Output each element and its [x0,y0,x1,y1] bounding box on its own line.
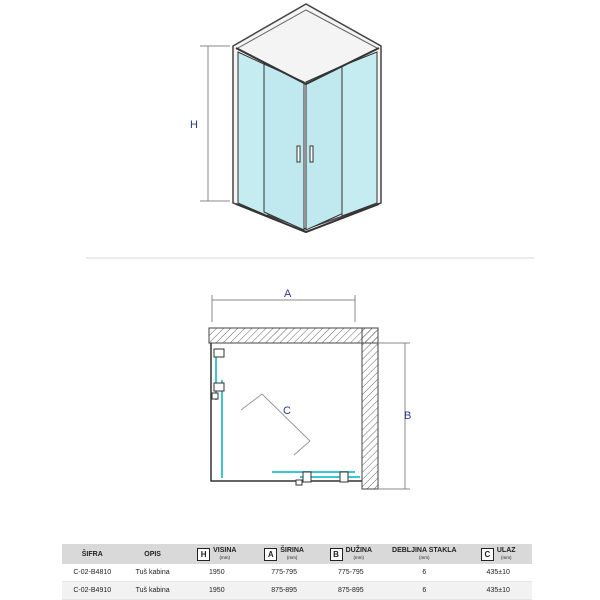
width-a-label: A [284,288,292,300]
bottom-roller [296,480,302,485]
col-header-visina [183,544,251,564]
cell-duzina: 775-795 [317,564,384,582]
glass-panel-right-fixed [342,52,377,216]
col-header-duzina [317,544,384,564]
specification-table [62,544,532,600]
side-wall-hatched [362,328,378,489]
cell-visina: 1950 [183,582,251,600]
col-unit: (mm) [419,555,430,560]
cell-ulaz: 435±10 [464,564,532,582]
enclosure-plan-view [209,288,411,489]
b-badge-icon: B [330,548,343,561]
cell-debljina: 6 [384,582,464,600]
a-badge-icon: A [264,548,277,561]
cell-opis: Tuš kabina [123,564,183,582]
door-handle-right [310,146,313,162]
door-handle-left [297,146,300,162]
col-unit: (mm) [219,555,231,560]
bottom-hinge-right [340,472,348,482]
col-label: ŠIFRA [81,550,103,558]
col-header-sifra [62,544,123,564]
col-header-debljina-stakla [384,544,464,564]
back-wall-hatched [209,328,378,343]
cell-sirina: 775-795 [251,564,317,582]
table-header-row [62,544,532,564]
table-row [62,564,532,582]
entry-c-indicator [241,394,310,455]
col-label: DEBLJINA STAKLA [392,547,457,554]
col-label: OPIS [144,550,161,558]
col-unit: (mm) [500,555,512,560]
table-row [62,582,532,600]
col-header-opis [123,544,183,564]
h-badge-icon: H [197,548,210,561]
left-hinge-bottom [214,383,224,391]
cell-sirina: 875-895 [251,582,317,600]
col-unit: (mm) [353,555,365,560]
col-unit: (mm) [286,555,298,560]
height-label: H [190,119,198,131]
col-label: VISINA [213,547,237,554]
left-roller [212,393,218,399]
entry-c-label: C [283,405,291,417]
col-label: ŠIRINA [280,547,304,554]
col-header-sirina [251,544,317,564]
col-label: ULAZ [496,547,516,554]
cell-duzina: 875-895 [317,582,384,600]
cell-ulaz: 435±10 [464,582,532,600]
enclosure-3d-view [190,4,381,232]
col-label: DUŽINA [345,547,373,554]
cell-sifra: C-02-B4810 [62,564,123,582]
cell-visina: 1950 [183,564,251,582]
bottom-hinge-left [303,472,311,482]
depth-b-label: B [404,410,412,422]
cell-sifra: C-02-B4910 [62,582,123,600]
col-header-ulaz [464,544,532,564]
cell-opis: Tuš kabina [123,582,183,600]
left-hinge-top [214,349,224,357]
c-badge-icon: C [481,548,494,561]
cell-debljina: 6 [384,564,464,582]
